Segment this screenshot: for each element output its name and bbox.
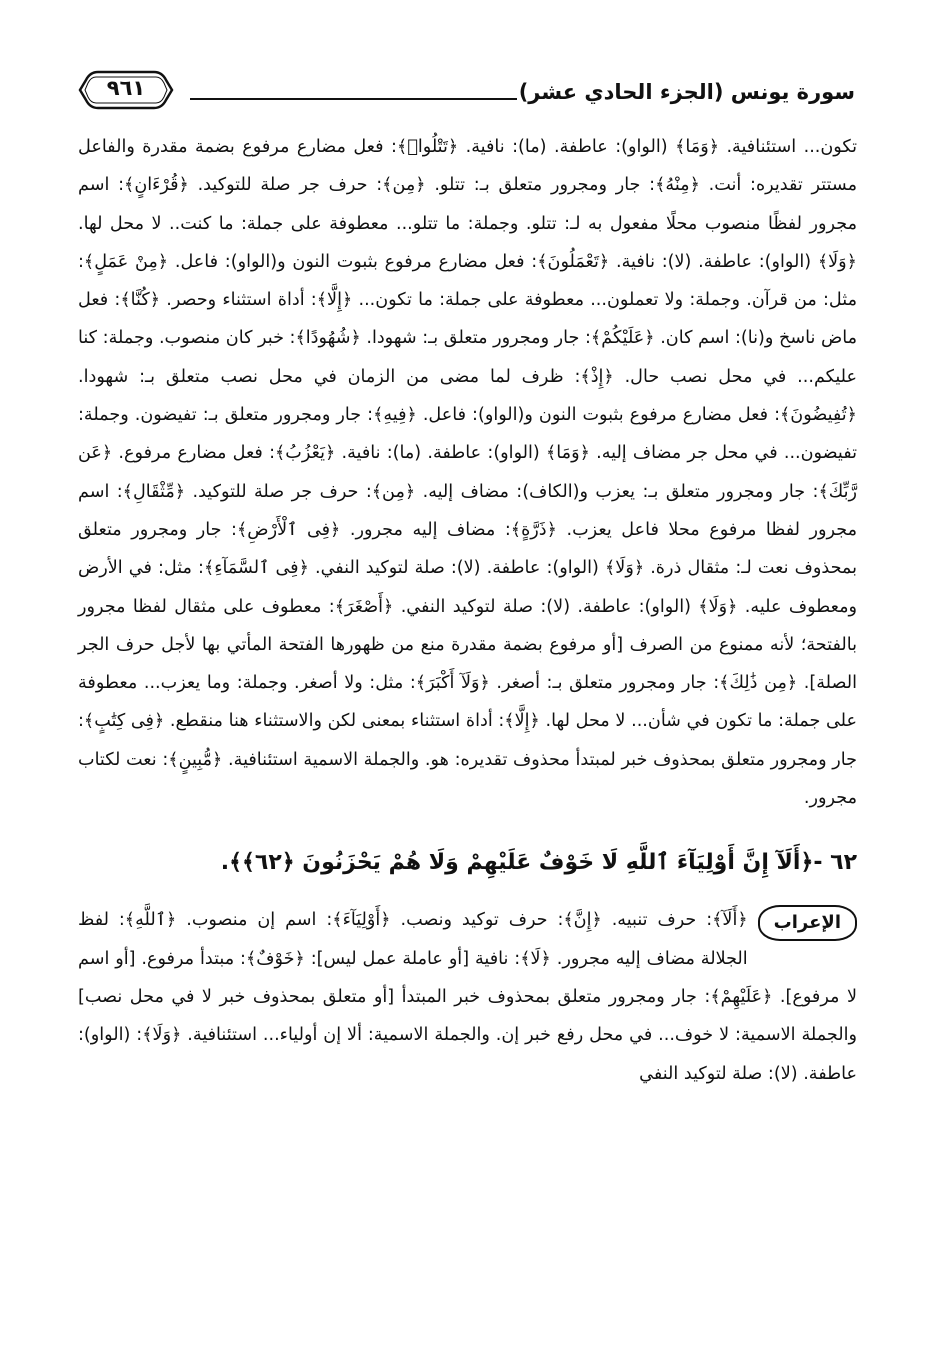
header-rule xyxy=(190,98,517,100)
page-body xyxy=(78,128,857,1093)
page-number: ٩٦١ xyxy=(106,76,146,100)
quran-verse: ٦٢ -﴿أَلَآ إِنَّ أَوْلِيَآءَ ٱللَّهِ لَا خَوْفٌ عَلَيْهِمْ وَلَا هُمْ يَحْزَنُونَ ﴿٦٢﴾﴾. xyxy=(220,850,857,876)
commentary-paragraph: تكون... استئنافية. ﴿وَمَا﴾ (الواو): عاطفة. (ما): نافية. ﴿تَتْلُوا۟﴾: فعل مضارع مرفوع بضمة مقدرة والفاعل مستتر تقديره: أنت. ﴿مِنْهُ﴾: جار ومجرور متعلق بـ: تتلو. ﴿مِن﴾: حرف جر صلة للتوكيد. ﴿قُرْءَانٍ﴾: اسم مجرور لفظًا منصوب محلًا مفعول به لـ: تتلو. وجملة: ما تتلو... معطوفة على جملة: ما كنت.. لا محل لها. ﴿وَلَا﴾ (الواو): عاطفة. (لا): نافية. ﴿تَعْمَلُونَ﴾: فعل مضارع مرفوع بثبوت النون و(الواو): فاعل. ﴿مِنْ عَمَلٍ﴾: مثل: من قرآن. وجملة: ولا تعملون... معطوفة على جملة: ما تكون... ﴿إِلَّا﴾: أداة استثناء وحصر. ﴿كُنَّا﴾: فعل ماض ناسخ و(نا): اسم كان. ﴿عَلَيْكُمْ﴾: جار ومجرور متعلق بـ: شهودا. ﴿شُهُودًا﴾: خبر كان منصوب. وجملة: كنا عليكم... في محل نصب حال. ﴿إِذْ﴾: ظرف لما مضى من الزمان في محل نصب متعلق بـ: شهودا. ﴿تُفِيضُونَ﴾: فعل مضارع مرفوع بثبوت النون و(الواو): فاعل. ﴿فِيهِ﴾: جار ومجرور متعلق بـ: تفيضون. وجملة: تفيضون... في محل جر مضاف إليه. ﴿وَمَا﴾ (الواو): عاطفة. (ما): نافية. ﴿يَعْزُبُ﴾: فعل مضارع مرفوع. ﴿عَن رَّبِّكَ﴾: جار ومجرور متعلق بـ: يعزب و(الكاف): مضاف إليه. ﴿مِن﴾: حرف جر صلة للتوكيد. ﴿مِّثْقَالِ﴾: اسم مجرور لفظا مرفوع محلا فاعل يعزب. ﴿ذَرَّةٍ﴾: مضاف إليه مجرور. ﴿فِى ٱلْأَرْضِ﴾: جار ومجرور متعلق بمحذوف نعت لـ: مثقال ذرة. ﴿وَلَا﴾ (الواو): عاطفة. (لا): صلة لتوكيد النفي. ﴿فِى ٱلسَّمَآءِ﴾: مثل: في الأرض ومعطوف عليه. ﴿وَلَا﴾ (الواو): عاطفة. (لا): صلة لتوكيد النفي. ﴿أَصْغَرَ﴾: معطوف على مثقال لفظا مجرور بالفتحة؛ لأنه ممنوع من الصرف [أو مرفوع بضمة مقدرة منع من ظهورها الفتحة المأتي بها لأجل حرف الجر الصلة]. ﴿مِن ذَٰلِكَ﴾: جار ومجرور متعلق بـ: أصغر. ﴿وَلَآ أَكْبَرَ﴾: مثل: ولا أصغر. وجملة: وما يعزب... معطوفة على جملة: ما تكون في شأن... لا محل لها. ﴿إِلَّا﴾: أداة استثناء بمعنى لكن والاستثناء هنا منقطع. ﴿فِى كِتَٰبٍ﴾: جار ومجرور متعلق بمحذوف خبر لمبتدأ محذوف تقديره: هو. والجملة الاسمية استئنافية. ﴿مُّبِينٍ﴾: نعت لكتاب مجرور. xyxy=(78,137,857,809)
page-header xyxy=(78,62,855,112)
irab-text: ﴿أَلَآ﴾: حرف تنبيه. ﴿إِنَّ﴾: حرف توكيد ونصب. ﴿أَوْلِيَآءَ﴾: اسم إن منصوب. ﴿ٱللَّهِ﴾: لفظ الجلالة مضاف إليه مجرور. ﴿لَا﴾: نافية [أو عاملة عمل ليس]: ﴿خَوْفٌ﴾: مبتدأ مرفوع. [أو اسم لا مرفوع]. ﴿عَلَيْهِمْ﴾: جار ومجرور متعلق بمحذوف خبر المبتدأ [أو متعلق بمحذوف خبر لا في محل نصب] والجملة الاسمية: لا خوف... في محل رفع خبر إن. والجملة الاسمية: ألا إن أولياء... استئنافية. ﴿وَلَا﴾: (الواو): عاطفة. (لا): صلة لتوكيد النفي xyxy=(78,910,857,1084)
irab-label: الإعراب xyxy=(758,905,857,941)
page-number-badge xyxy=(78,68,174,112)
running-title: سورة يونس (الجزء الحادي عشر) xyxy=(518,80,855,104)
irab-paragraph xyxy=(78,901,857,1092)
